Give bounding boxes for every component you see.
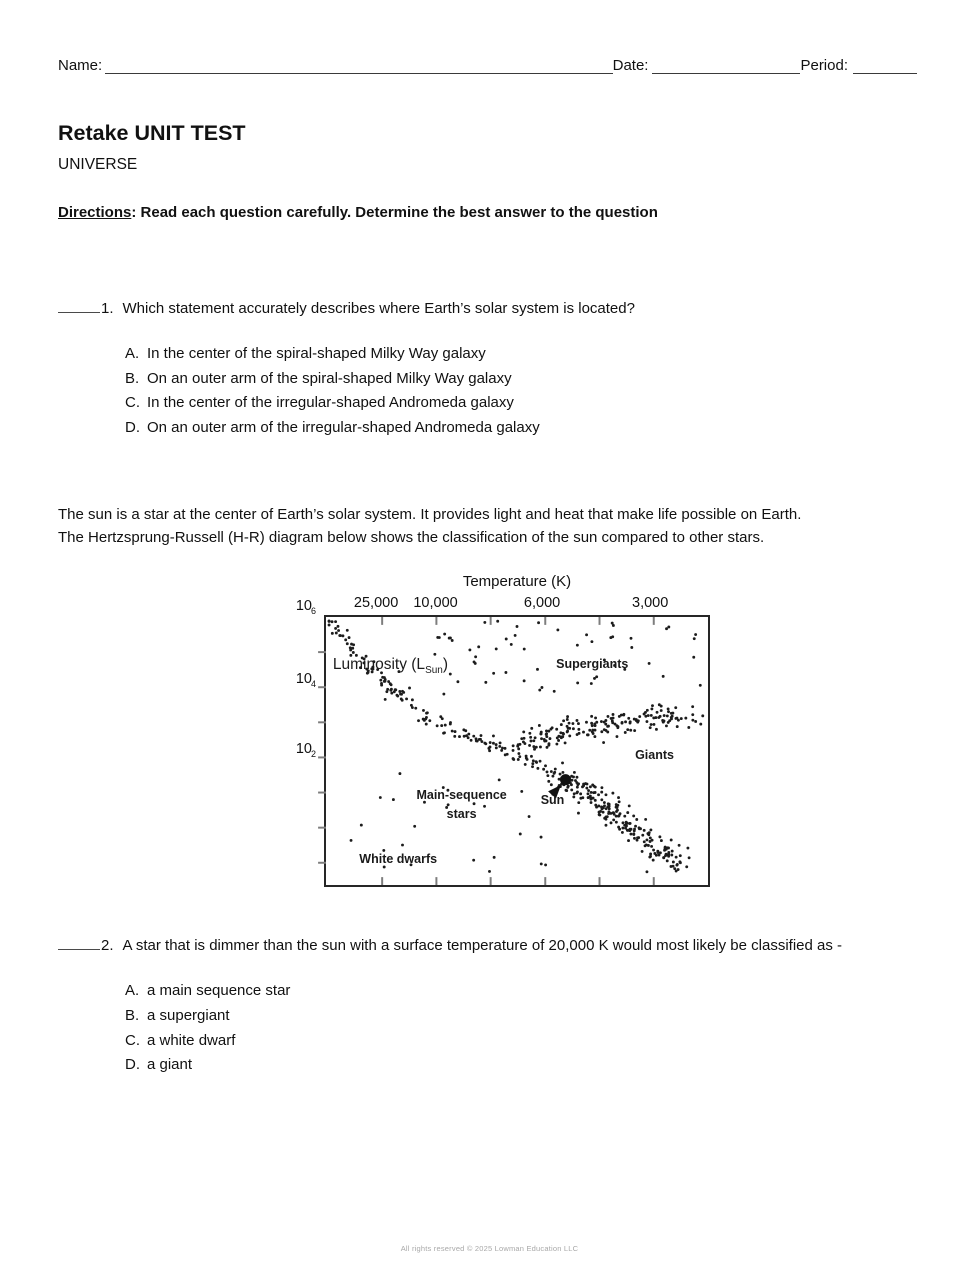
option-letter: C. <box>125 1031 140 1049</box>
option-row <box>125 367 917 392</box>
sun-point <box>560 775 571 786</box>
period-blank-line <box>853 58 917 74</box>
directions-label: Directions <box>58 204 132 221</box>
question-2-number: 2. <box>101 937 114 955</box>
option-text: On an outer arm of the spiral-shaped Milky Way galaxy <box>147 369 512 387</box>
main-sequence-region-label: Main-sequence stars <box>416 787 507 821</box>
name-blank-line <box>105 58 612 74</box>
name-label: Name: <box>58 57 103 74</box>
x-tick-label: 10,000 <box>413 595 458 612</box>
page-title: Retake UNIT TEST <box>58 121 246 145</box>
question-1-number: 1. <box>101 300 114 317</box>
header-fill-in-row <box>58 57 917 74</box>
page-subtitle: UNIVERSE <box>58 156 138 173</box>
option-letter: D. <box>125 1056 140 1074</box>
x-tick-label: 25,000 <box>353 595 399 612</box>
option-text: In the center of the irregular-shaped Andromeda galaxy <box>147 394 514 412</box>
option-text: a giant <box>147 1056 193 1074</box>
chart-title: Temperature (K) <box>462 573 572 591</box>
intro-line-2: The Hertzsprung-Russell (H-R) diagram below shows the classification of the sun compared to other stars. <box>58 529 765 547</box>
option-letter: B. <box>125 369 140 387</box>
y-tick-label: 10 $^6$ <box>295 598 316 617</box>
y-tick-label: 10 $^4$ <box>295 671 316 690</box>
question-2-text: A star that is dimmer than the sun with a surface temperature of 20,000 K would most likely be classified as - <box>122 937 843 955</box>
y-axis-tick-labels <box>58 569 320 899</box>
option-row <box>125 979 917 1004</box>
question-2 <box>58 935 917 955</box>
period-label: Period: <box>800 57 848 74</box>
question-1-text: Which statement accurately describes where Earth’s solar system is located? <box>122 300 635 317</box>
option-row <box>125 1004 917 1029</box>
option-row <box>125 416 917 441</box>
option-text: In the center of the spiral-shaped Milky Way galaxy <box>147 345 486 362</box>
intro-line-1: The sun is a star at the center of Earth’s solar system. It provides light and heat that make life possible on Earth. <box>58 506 802 524</box>
question-2-options <box>125 979 917 1077</box>
question-1 <box>58 298 917 318</box>
sun-label: Sun <box>540 793 565 808</box>
option-letter: C. <box>125 394 140 412</box>
directions-text: : Read each question carefully. Determine the best answer to the question <box>131 204 658 221</box>
option-row <box>125 1053 917 1078</box>
x-axis-tick-labels <box>324 595 710 613</box>
supergiants-region-label: Supergiants <box>556 656 629 671</box>
giants-region-label: Giants <box>635 747 674 762</box>
option-text: a main sequence star <box>147 982 291 1000</box>
question-1-answer-blank <box>58 298 100 313</box>
x-tick-label: 3,000 <box>632 595 669 612</box>
x-tick-label: 6,000 <box>523 595 561 612</box>
question-2-answer-blank <box>58 935 100 950</box>
hr-diagram-figure <box>58 569 917 899</box>
option-row <box>125 391 917 416</box>
option-row <box>125 342 917 367</box>
question-1-options <box>125 342 917 440</box>
y-axis-label-luminosity: Luminosity $(L_{Sun})$ <box>332 656 449 677</box>
option-letter: A. <box>125 982 140 1000</box>
date-label: Date: <box>612 57 649 74</box>
option-text: On an outer arm of the irregular-shaped Andromeda galaxy <box>147 418 540 436</box>
option-letter: B. <box>125 1006 140 1024</box>
hr-diagram-plot-area <box>324 615 710 887</box>
option-row <box>125 1029 917 1054</box>
date-blank-line <box>652 58 800 74</box>
option-text: a white dwarf <box>147 1031 236 1049</box>
white-dwarfs-region-label: White dwarfs <box>359 851 438 866</box>
copyright-footer: All rights reserved © 2025 Lowman Education LLC <box>400 1244 579 1253</box>
option-letter: A. <box>125 345 140 362</box>
intro-paragraph <box>58 503 917 549</box>
directions-line <box>58 203 917 222</box>
option-text: a supergiant <box>147 1006 230 1024</box>
y-tick-label: 10 $^2$ <box>295 740 316 759</box>
option-letter: D. <box>125 418 140 436</box>
